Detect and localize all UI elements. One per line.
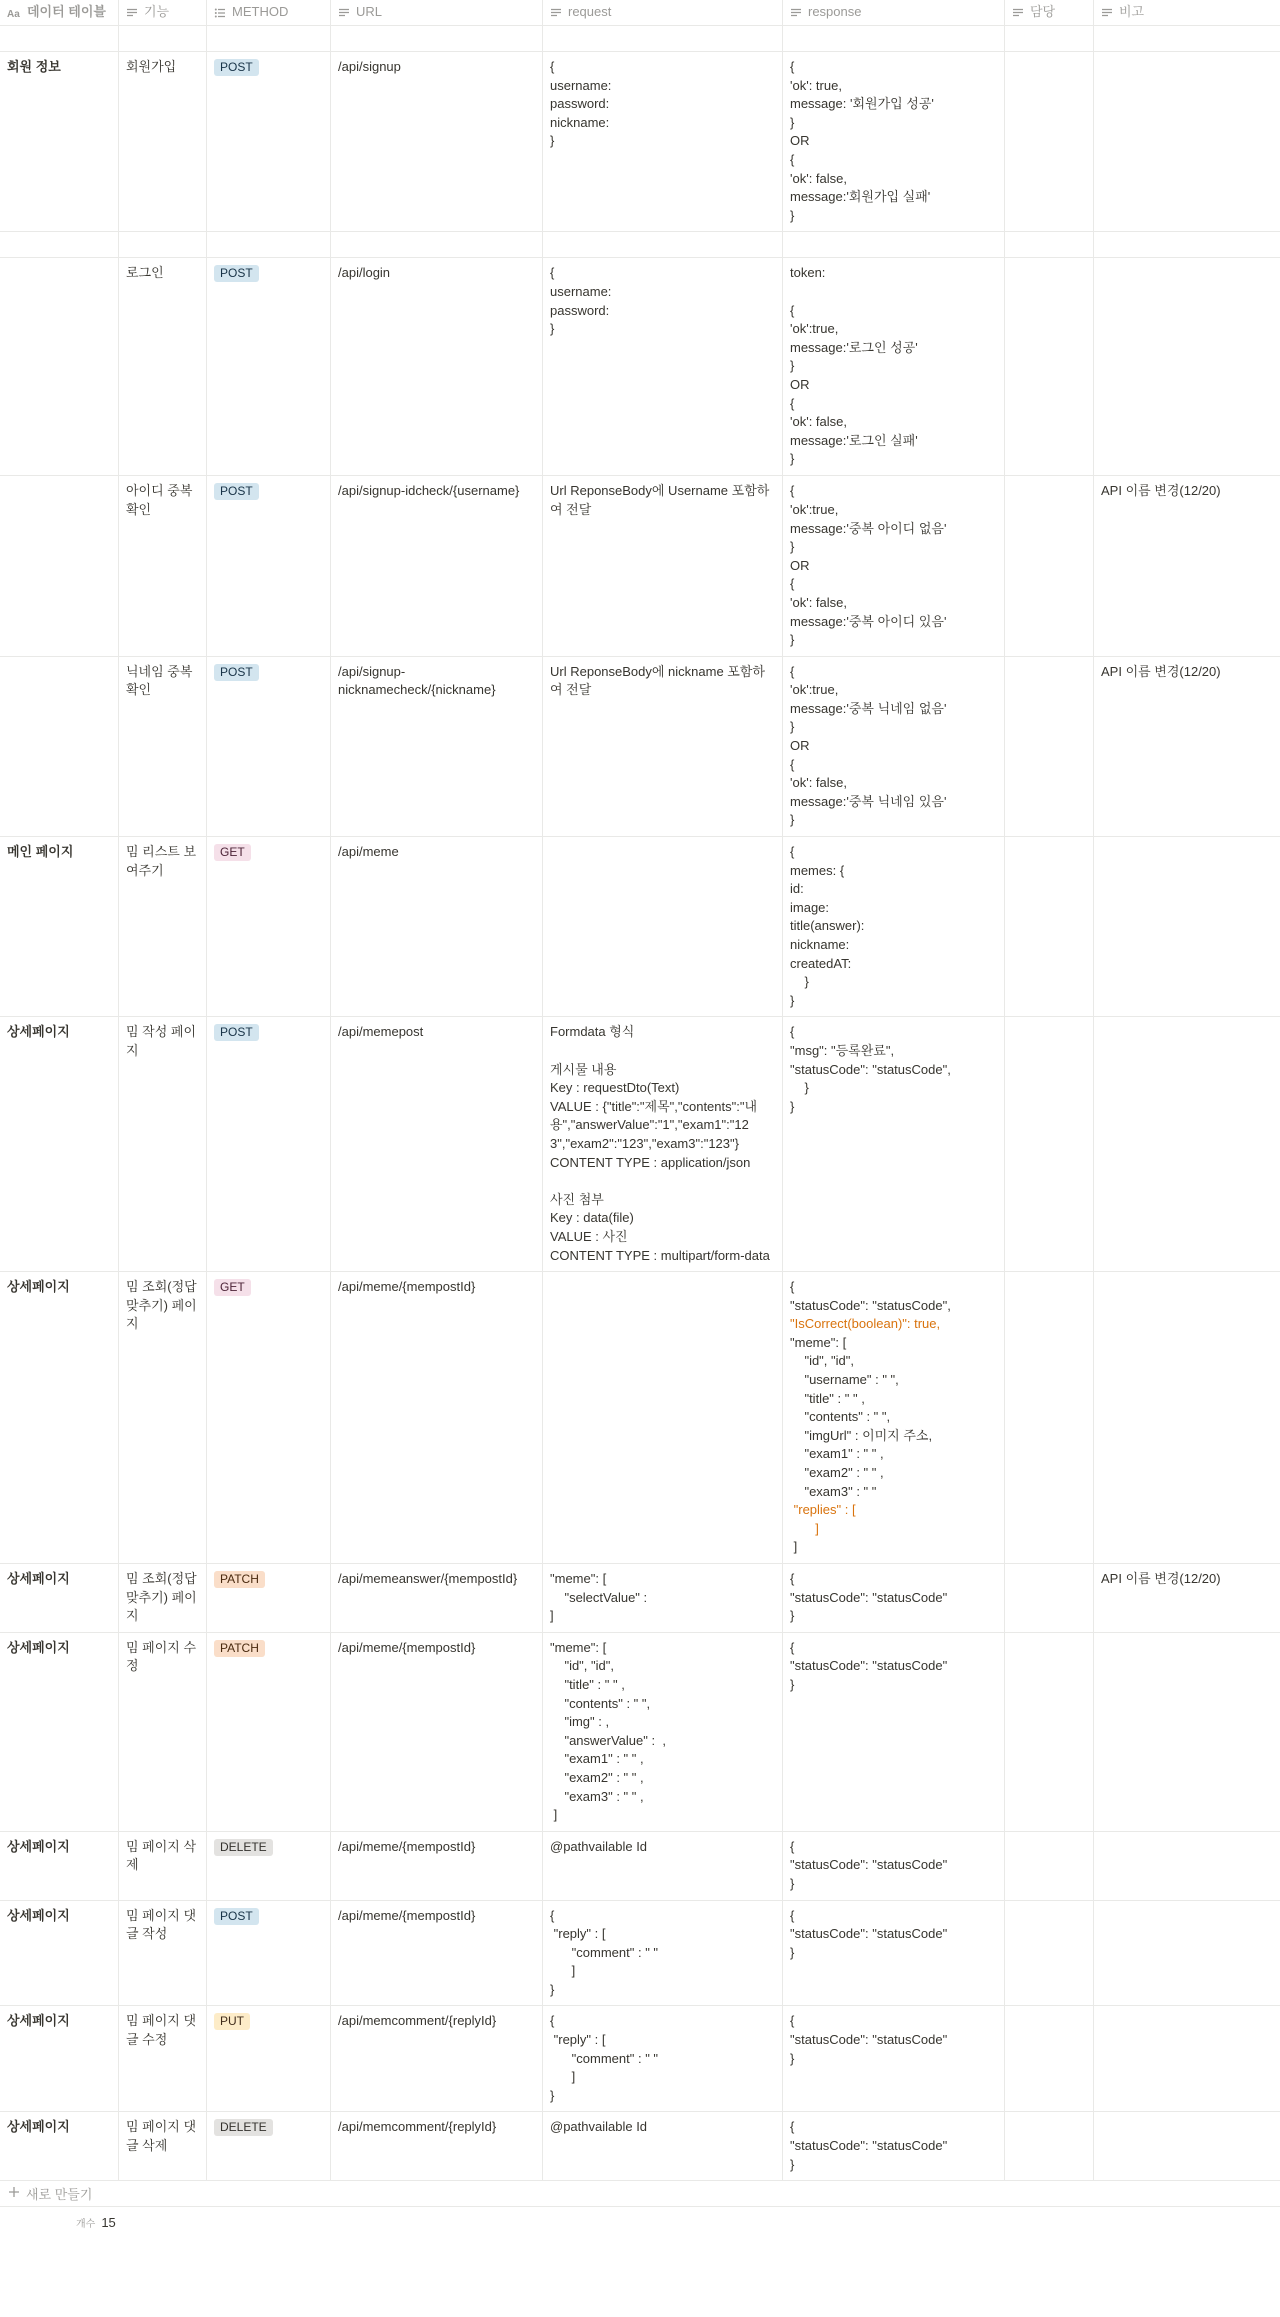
- response-cell[interactable]: { "msg": "등록완료", "statusCode": "statusCode", } }: [783, 1017, 1005, 1271]
- feature-cell[interactable]: 회원가입: [119, 52, 207, 231]
- data-table-cell[interactable]: 상세페이지: [0, 1564, 119, 1632]
- method-tag: POST: [214, 1024, 259, 1041]
- feature-cell[interactable]: 밈 작성 페이지: [119, 1017, 207, 1271]
- response-cell[interactable]: { 'ok':true, message:'중복 아이디 없음' } OR { 'ok': false, message:'중복 아이디 있음' }: [783, 476, 1005, 655]
- column-header-owner[interactable]: [1005, 0, 1094, 25]
- column-header-label: request: [568, 4, 612, 20]
- table-row[interactable]: [0, 1564, 1280, 1633]
- response-cell[interactable]: [783, 26, 1005, 51]
- data-table-cell[interactable]: 상세페이지: [0, 1832, 119, 1900]
- note-cell[interactable]: API 이름 변경(12/20): [1101, 663, 1221, 679]
- response-cell[interactable]: { 'ok':true, message:'중복 닉네임 없음' } OR { 'ok': false, message:'중복 닉네임 있음' }: [783, 657, 1005, 836]
- data-table-cell[interactable]: [0, 476, 119, 655]
- response-segment: ]: [790, 1539, 798, 1555]
- response-cell[interactable]: token: { 'ok':true, message:'로그인 성공' } OR { 'ok': false, message:'로그인 실패' }: [783, 258, 1005, 475]
- method-cell[interactable]: [207, 657, 331, 836]
- method-cell[interactable]: [207, 2006, 331, 2111]
- owner-cell[interactable]: [1005, 1272, 1094, 1563]
- owner-cell[interactable]: [1005, 2112, 1094, 2180]
- column-header-label: 기능: [144, 4, 170, 20]
- request-cell[interactable]: [543, 1272, 783, 1563]
- method-cell[interactable]: [207, 837, 331, 1016]
- feature-cell[interactable]: [119, 232, 207, 257]
- column-header-label: response: [808, 4, 862, 20]
- method-tag: DELETE: [214, 1839, 273, 1856]
- count-value: 15: [101, 2214, 116, 2230]
- request-cell[interactable]: Formdata 형식 게시물 내용 Key : requestDto(Text) VALUE : {"title":"제목","contents":"내용","answerValue":"1","exam1":"123","exam2":"123","exam3":"123"} CONTENT TYPE : application/json 사진 첨부 Key : data(file) VALUE : 사진 CONTENT TYPE : multipart/form-data: [543, 1017, 783, 1271]
- note-cell[interactable]: [1094, 1832, 1280, 1900]
- note-cell[interactable]: [1094, 1272, 1280, 1563]
- feature-cell[interactable]: 밈 페이지 댓글 삭제: [119, 2112, 207, 2180]
- data-table-cell[interactable]: 상세페이지: [0, 1017, 119, 1271]
- table-row[interactable]: [0, 1633, 1280, 1832]
- method-tag: GET: [214, 1279, 251, 1296]
- url-cell[interactable]: [331, 26, 543, 51]
- text-icon: [1012, 7, 1024, 19]
- feature-cell[interactable]: 밈 조회(정답맞추기) 페이지: [119, 1564, 207, 1632]
- note-cell[interactable]: [1094, 232, 1280, 257]
- method-tag: POST: [214, 1908, 259, 1925]
- note-cell[interactable]: [1094, 52, 1280, 231]
- owner-cell[interactable]: [1005, 476, 1094, 655]
- owner-cell[interactable]: [1005, 1633, 1094, 1831]
- method-cell[interactable]: [207, 52, 331, 231]
- note-cell[interactable]: API 이름 변경(12/20): [1101, 483, 1221, 499]
- column-header-method[interactable]: [207, 0, 331, 25]
- title-icon: [7, 7, 21, 19]
- text-icon: [1101, 7, 1113, 19]
- table-row[interactable]: [0, 1832, 1280, 1901]
- table-row[interactable]: [0, 1901, 1280, 2007]
- method-tag: PUT: [214, 2013, 250, 2030]
- method-tag: POST: [214, 265, 259, 282]
- column-header-request[interactable]: [543, 0, 783, 25]
- column-header-url[interactable]: [331, 0, 543, 25]
- url-cell[interactable]: /api/memeanswer/{mempostId}: [331, 1564, 543, 1632]
- owner-cell[interactable]: [1005, 26, 1094, 51]
- response-segment: { "statusCode": "statusCode",: [790, 1279, 951, 1313]
- response-segment: "IsCorrect(boolean)": true,: [790, 1316, 941, 1332]
- response-segment: "meme": [ "id", "id", "username" : " ", "title" : " " , "contents" : " ", "imgUrl" : 이미지 주소, "exam1" : " " , "exam2" : " " , "exam3" : " ": [790, 1334, 933, 1499]
- data-table-cell[interactable]: [0, 232, 119, 257]
- url-cell[interactable]: /api/meme/{mempostId}: [331, 1633, 543, 1831]
- note-cell[interactable]: [1094, 26, 1280, 51]
- table-header: [0, 0, 1280, 26]
- request-cell[interactable]: Url ReponseBody에 Username 포함하여 전달: [543, 476, 783, 655]
- request-cell[interactable]: @pathvailable Id: [543, 2112, 783, 2180]
- column-header-data-table[interactable]: [0, 0, 119, 25]
- url-cell[interactable]: /api/meme/{mempostId}: [331, 1832, 543, 1900]
- response-cell[interactable]: [783, 1272, 1005, 1563]
- table-row[interactable]: [0, 657, 1280, 837]
- url-cell[interactable]: [331, 232, 543, 257]
- table-row[interactable]: [0, 476, 1280, 656]
- row-count: [0, 2207, 1280, 2237]
- table-row[interactable]: [0, 258, 1280, 476]
- url-cell[interactable]: /api/memcomment/{replyId}: [331, 2006, 543, 2111]
- column-header-label: 비고: [1119, 4, 1145, 20]
- method-tag: DELETE: [214, 2119, 273, 2136]
- new-row-label: 새로 만들기: [26, 2187, 93, 2203]
- list-icon: [214, 7, 226, 19]
- owner-cell[interactable]: [1005, 2006, 1094, 2111]
- owner-cell[interactable]: [1005, 52, 1094, 231]
- method-tag: POST: [214, 483, 259, 500]
- response-cell[interactable]: { "statusCode": "statusCode" }: [783, 1564, 1005, 1632]
- request-cell[interactable]: { username: password: nickname: }: [543, 52, 783, 231]
- table-body: [0, 26, 1280, 2181]
- request-cell[interactable]: { "reply" : [ "comment" : " " ] }: [543, 1901, 783, 2006]
- data-table-cell[interactable]: 상세페이지: [0, 1272, 119, 1563]
- method-tag: PATCH: [214, 1640, 265, 1657]
- data-table-cell[interactable]: 상세페이지: [0, 2112, 119, 2180]
- column-header-note[interactable]: [1094, 0, 1280, 25]
- column-header-label: URL: [356, 4, 383, 20]
- url-cell[interactable]: /api/meme: [331, 837, 543, 1016]
- table-row[interactable]: [0, 52, 1280, 232]
- method-cell[interactable]: [207, 1901, 331, 2006]
- data-table-cell[interactable]: [0, 26, 119, 51]
- feature-cell[interactable]: 밈 리스트 보여주기: [119, 837, 207, 1016]
- url-cell[interactable]: /api/signup-idcheck/{username}: [331, 476, 543, 655]
- note-cell[interactable]: [1094, 1633, 1280, 1831]
- method-tag: PATCH: [214, 1571, 265, 1588]
- column-header-label: 데이터 테이블: [27, 4, 106, 20]
- owner-cell[interactable]: [1005, 1564, 1094, 1632]
- table-row[interactable]: [0, 1272, 1280, 1564]
- table-row[interactable]: [0, 1017, 1280, 1272]
- request-cell[interactable]: "meme": [ "selectValue" : ]: [543, 1564, 783, 1632]
- owner-cell[interactable]: [1005, 837, 1094, 1016]
- note-cell[interactable]: [1094, 837, 1280, 1016]
- response-cell[interactable]: { "statusCode": "statusCode" }: [783, 1633, 1005, 1831]
- url-cell[interactable]: /api/meme/{mempostId}: [331, 1272, 543, 1563]
- data-table-cell[interactable]: 메인 페이지: [0, 837, 119, 1016]
- method-cell[interactable]: [207, 476, 331, 655]
- feature-cell[interactable]: 밈 페이지 댓글 수정: [119, 2006, 207, 2111]
- data-table-cell[interactable]: 회원 정보: [0, 52, 119, 231]
- request-cell[interactable]: @pathvailable Id: [543, 1832, 783, 1900]
- table-row[interactable]: [0, 26, 1280, 52]
- note-cell[interactable]: [1094, 258, 1280, 475]
- method-tag: GET: [214, 844, 251, 861]
- data-table-cell[interactable]: [0, 258, 119, 475]
- feature-cell[interactable]: 아이디 중복 확인: [119, 476, 207, 655]
- data-table-cell[interactable]: 상세페이지: [0, 1633, 119, 1831]
- text-icon: [126, 7, 138, 19]
- url-cell[interactable]: /api/meme/{mempostId}: [331, 1901, 543, 2006]
- column-header-label: 담당: [1030, 4, 1056, 20]
- response-segment: "replies" : [ ]: [793, 1502, 856, 1536]
- url-cell[interactable]: /api/memepost: [331, 1017, 543, 1271]
- response-cell[interactable]: { "statusCode": "statusCode" }: [783, 1901, 1005, 2006]
- table-row[interactable]: [0, 2006, 1280, 2112]
- method-cell[interactable]: [207, 232, 331, 257]
- response-cell[interactable]: { "statusCode": "statusCode" }: [783, 2112, 1005, 2180]
- note-cell[interactable]: [1094, 2112, 1280, 2180]
- url-cell[interactable]: /api/memcomment/{replyId}: [331, 2112, 543, 2180]
- method-cell[interactable]: [207, 1017, 331, 1271]
- owner-cell[interactable]: [1005, 657, 1094, 836]
- method-cell[interactable]: [207, 26, 331, 51]
- count-label: 개수: [76, 2218, 96, 2230]
- response-cell[interactable]: [783, 232, 1005, 257]
- table-row[interactable]: [0, 2112, 1280, 2181]
- column-header-label: METHOD: [232, 4, 289, 20]
- feature-cell[interactable]: 닉네임 중복 확인: [119, 657, 207, 836]
- method-cell[interactable]: [207, 1633, 331, 1831]
- feature-cell[interactable]: [119, 26, 207, 51]
- column-header-feature[interactable]: [119, 0, 207, 25]
- owner-cell[interactable]: [1005, 258, 1094, 475]
- request-cell[interactable]: [543, 232, 783, 257]
- owner-cell[interactable]: [1005, 1901, 1094, 2006]
- method-tag: POST: [214, 59, 259, 76]
- note-cell[interactable]: API 이름 변경(12/20): [1101, 1571, 1221, 1586]
- owner-cell[interactable]: [1005, 232, 1094, 257]
- request-cell[interactable]: { username: password: }: [543, 258, 783, 475]
- owner-cell[interactable]: [1005, 1832, 1094, 1900]
- method-cell[interactable]: [207, 2112, 331, 2180]
- svg-text:Aa: Aa: [7, 8, 20, 19]
- method-cell[interactable]: [207, 1272, 331, 1563]
- text-icon: [338, 7, 350, 19]
- data-table-cell[interactable]: 상세페이지: [0, 2006, 119, 2111]
- url-cell[interactable]: /api/login: [331, 258, 543, 475]
- data-table-cell[interactable]: 상세페이지: [0, 1901, 119, 2006]
- owner-cell[interactable]: [1005, 1017, 1094, 1271]
- method-cell[interactable]: [207, 258, 331, 475]
- method-cell[interactable]: [207, 1832, 331, 1900]
- request-cell[interactable]: "meme": [ "id", "id", "title" : " " , "contents" : " ", "img" : , "answerValue" : , "exam1" : " " , "exam2" : " " , "exam3" : " " , ]: [543, 1633, 783, 1831]
- feature-cell[interactable]: 밈 페이지 수정: [119, 1633, 207, 1831]
- response-cell[interactable]: { memes: { id: image: title(answer): nickname: createdAT: } }: [783, 837, 1005, 1016]
- note-cell[interactable]: [1094, 1901, 1280, 2006]
- column-header-response[interactable]: [783, 0, 1005, 25]
- request-cell[interactable]: Url ReponseBody에 nickname 포함하여 전달: [543, 657, 783, 836]
- feature-cell[interactable]: 밈 페이지 삭제: [119, 1832, 207, 1900]
- response-cell[interactable]: { "statusCode": "statusCode" }: [783, 1832, 1005, 1900]
- feature-cell[interactable]: 밈 페이지 댓글 작성: [119, 1901, 207, 2006]
- note-cell[interactable]: [1094, 1017, 1280, 1271]
- url-cell[interactable]: /api/signup-nicknamecheck/{nickname}: [331, 657, 543, 836]
- response-cell[interactable]: { 'ok': true, message: '회원가입 성공' } OR { 'ok': false, message:'회원가입 실패' }: [783, 52, 1005, 231]
- text-icon: [790, 7, 802, 19]
- note-cell[interactable]: [1094, 2006, 1280, 2111]
- plus-icon: [8, 2186, 20, 2201]
- feature-cell[interactable]: 밈 조회(정답맞추기) 페이지: [119, 1272, 207, 1563]
- response-cell[interactable]: { "statusCode": "statusCode" }: [783, 2006, 1005, 2111]
- feature-cell[interactable]: 로그인: [119, 258, 207, 475]
- method-tag: POST: [214, 664, 259, 681]
- text-icon: [550, 7, 562, 19]
- url-cell[interactable]: /api/signup: [331, 52, 543, 231]
- new-row-button[interactable]: [0, 2181, 1280, 2207]
- request-cell[interactable]: { "reply" : [ "comment" : " " ] }: [543, 2006, 783, 2111]
- request-cell[interactable]: [543, 26, 783, 51]
- request-cell[interactable]: [543, 837, 783, 1016]
- data-table-cell[interactable]: [0, 657, 119, 836]
- method-cell[interactable]: [207, 1564, 331, 1632]
- table-row[interactable]: [0, 837, 1280, 1017]
- table-row[interactable]: [0, 232, 1280, 258]
